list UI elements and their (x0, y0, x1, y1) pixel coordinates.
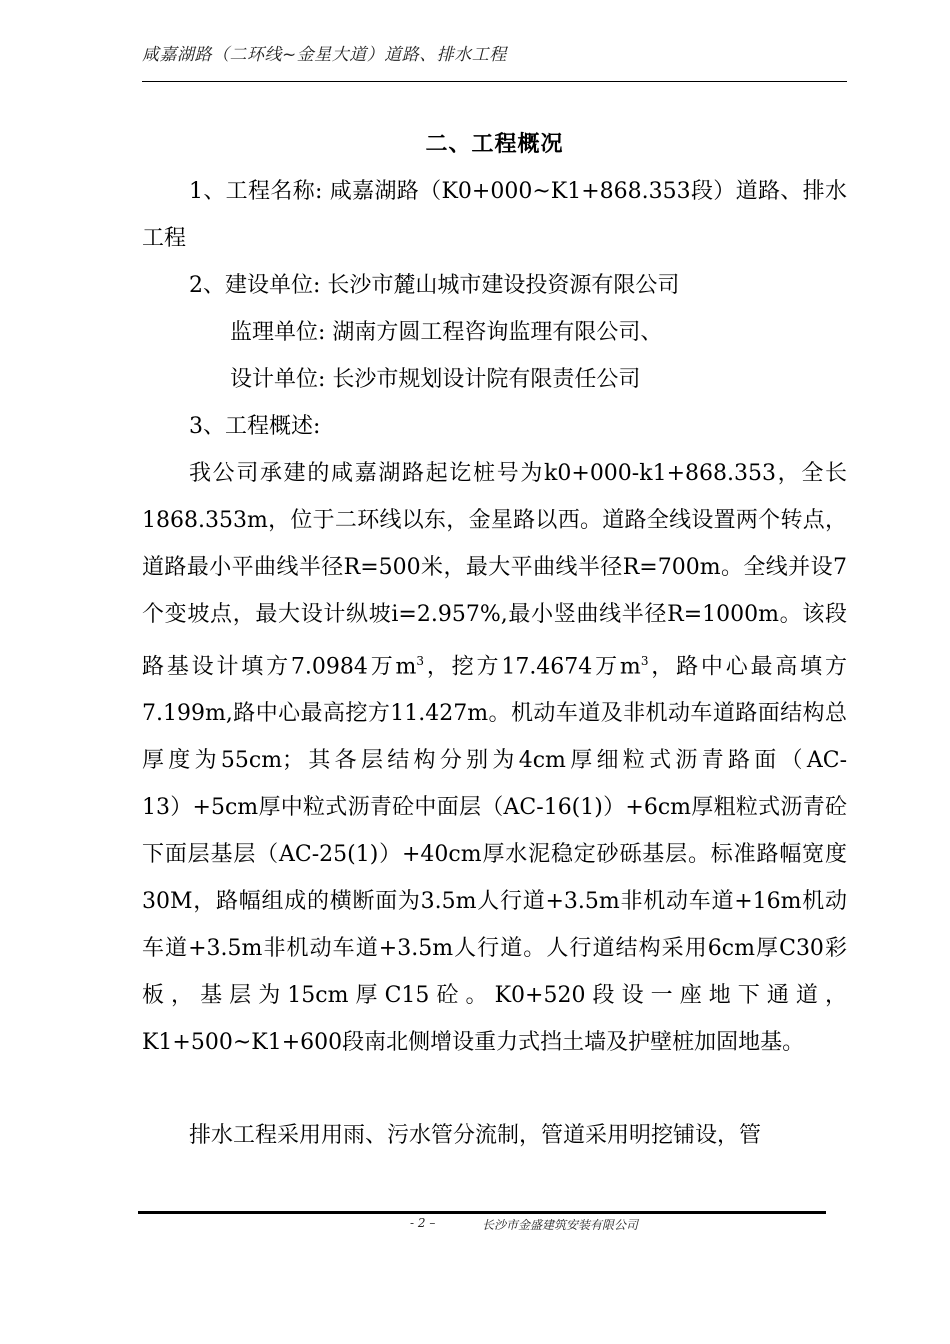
overview-paragraph (142, 450, 847, 1066)
overview-text-part-3: ，路中心最高填方7.199m,路中心最高挖方11.427m。机动车道及非机动车道路面结构总厚度为55cm；其各层结构分别为4cm厚细粒式沥青路面（AC-13）+5cm厚中粒式沥青砼中面层（AC-16(1)）+6cm厚粗粒式沥青砼下面层基层（AC-25(1)）+40cm厚水泥稳定砂砾基层。标准路幅宽度30M，路幅组成的横断面为3.5m人行道+3.5m非机动车道+16m机动车道+3.5m非机动车道+3.5m人行道。人行道结构采用6cm厚C30彩板，基层为15cm厚C15砼。K0+520段设一座地下通道，K1+500~K1+600段南北侧增设重力式挡土墙及护壁桩加固地基。 (142, 654, 848, 1056)
superscript-3: 3 (640, 654, 649, 668)
supervisor-line: 监理单位: 湖南方圆工程咨询监理有限公司、 (230, 320, 663, 345)
footer-company: 长沙市金盛建筑安装有限公司 (482, 1218, 639, 1232)
overview-heading: 3、工程概述: (189, 414, 321, 439)
overview-text-part-1: 我公司承建的咸嘉湖路起讫桩号为k0+000-k1+868.353，全长1868.353m，位于二环线以东，金星路以西。道路全线设置两个转点，道路最小平曲线半径R=500米，最大平曲线半径R=700m。全线并设7个变坡点，最大设计纵坡i=2.957%,最小竖曲线半径R=1000m。该段路基设计填方7.0984万m (142, 461, 847, 680)
section-title: 二、工程概况 (425, 132, 564, 157)
project-name-paragraph: 1、工程名称: 咸嘉湖路（K0+000~K1+868.353段）道路、排水工程 (142, 179, 847, 251)
paragraph-gap (142, 1066, 847, 1112)
owner-line: 2、建设单位: 长沙市麓山城市建设投资源有限公司 (189, 273, 680, 298)
drainage-paragraph: 排水工程采用用雨、污水管分流制，管道采用明挖铺设，管 (189, 1123, 762, 1149)
page-number: - 2 – (410, 1216, 436, 1230)
superscript-3: 3 (416, 654, 425, 668)
designer-line: 设计单位: 长沙市规划设计院有限责任公司 (230, 367, 641, 392)
document-body (142, 168, 847, 1159)
header-divider (142, 81, 847, 82)
overview-text-part-2: ，挖方17.4674万m (424, 654, 641, 680)
footer-divider (138, 1211, 826, 1214)
running-header: 咸嘉湖路（二环线~金星大道）道路、排水工程 (142, 45, 507, 65)
